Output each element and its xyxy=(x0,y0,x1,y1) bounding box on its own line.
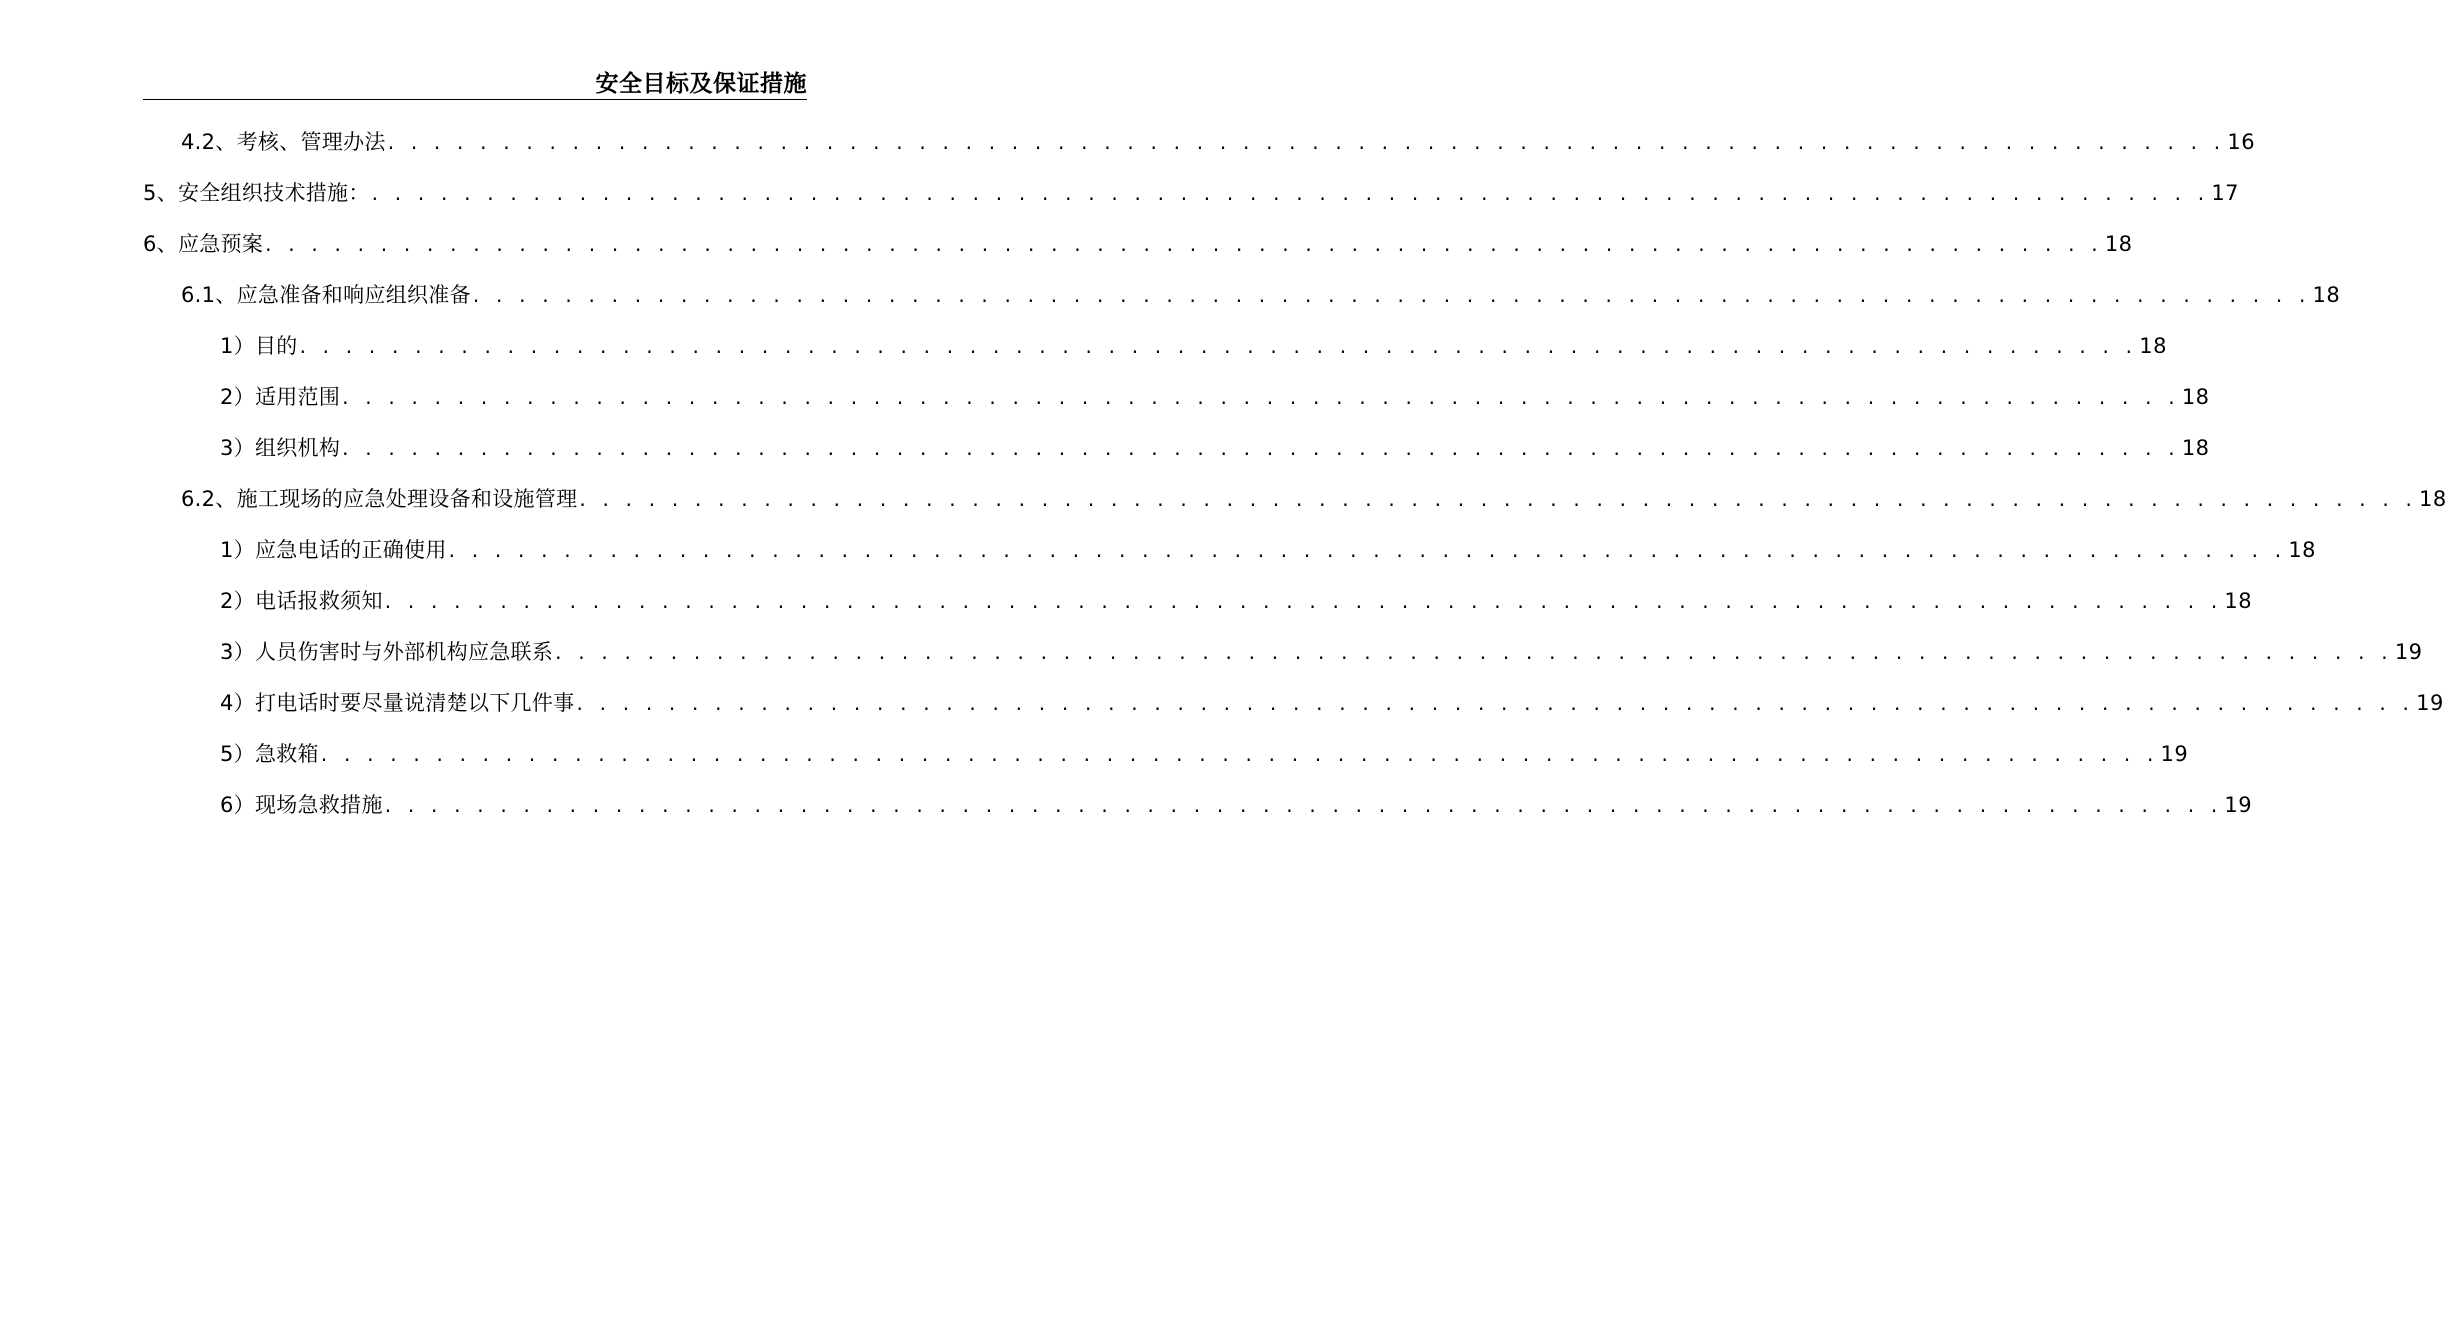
toc-dot-leader: . . . . . . . . . . . . . . . . . . . . . . . . . . . . . . . . . . . . . . . . . . . . . . . . . . . . . . . . . . . . . . . . . . . . . . . . . . . . . . . . xyxy=(299,334,2138,358)
toc-dot-leader: . . . . . . . . . . . . . . . . . . . . . . . . . . . . . . . . . . . . . . . . . . . . . . . . . . . . . . . . . . . . . . . . . . . . . . . . . . . . . . . . xyxy=(384,589,2223,613)
toc-entry-6-1-2[interactable] xyxy=(220,378,2210,412)
toc-dot-leader: . . . . . . . . . . . . . . . . . . . . . . . . . . . . . . . . . . . . . . . . . . . . . . . . . . . . . . . . . . . . . . . . . . . . . . . . . . . . . . . . xyxy=(576,691,2415,715)
toc-entry-label: 4）打电话时要尽量说清楚以下几件事 xyxy=(220,691,575,715)
toc-entry-label: 3）人员伤害时与外部机构应急联系 xyxy=(220,640,554,664)
toc-entry-6-1[interactable] xyxy=(181,276,2341,310)
toc-page-number: 18 xyxy=(2419,487,2447,511)
toc-page-number: 19 xyxy=(2416,691,2444,715)
toc-entry-label: 2）适用范围 xyxy=(220,385,341,409)
toc-entry-5[interactable] xyxy=(143,174,2240,208)
toc-page-number: 19 xyxy=(2160,742,2189,766)
toc-page-number: 19 xyxy=(2224,793,2253,817)
toc-dot-leader: . . . . . . . . . . . . . . . . . . . . . . . . . . . . . . . . . . . . . . . . . . . . . . . . . . . . . . . . . . . . . . . . . . . . . . . . . . . . . . . . xyxy=(342,436,2180,460)
toc-entry-label: 4.2、考核、管理办法 xyxy=(181,130,386,154)
toc-entry-label: 3）组织机构 xyxy=(220,436,341,460)
toc-dot-leader: . . . . . . . . . . . . . . . . . . . . . . . . . . . . . . . . . . . . . . . . . . . . . . . . . . . . . . . . . . . . . . . . . . . . . . . . . . . . . . . . xyxy=(342,385,2180,409)
toc-page-number: 16 xyxy=(2227,130,2256,154)
toc-dot-leader: . . . . . . . . . . . . . . . . . . . . . . . . . . . . . . . . . . . . . . . . . . . . . . . . . . . . . . . . . . . . . . . . . . . . . . . . . . . . . . . . xyxy=(320,742,2159,766)
toc-entry-label: 6.1、应急准备和响应组织准备 xyxy=(181,283,471,307)
toc-entry-6-1-3[interactable] xyxy=(220,429,2210,463)
toc-entry-6[interactable] xyxy=(143,225,2133,259)
toc-entry-label: 6）现场急救措施 xyxy=(220,793,383,817)
toc-entry-6-1-1[interactable] xyxy=(220,327,2167,361)
toc-entry-6-2-1[interactable] xyxy=(220,531,2317,565)
toc-dot-leader: . . . . . . . . . . . . . . . . . . . . . . . . . . . . . . . . . . . . . . . . . . . . . . . . . . . . . . . . . . . . . . . . . . . . . . . . . . . . . . . . xyxy=(555,640,2393,664)
toc-dot-leader: . . . . . . . . . . . . . . . . . . . . . . . . . . . . . . . . . . . . . . . . . . . . . . . . . . . . . . . . . . . . . . . . . . . . . . . . . . . . . . . . xyxy=(448,538,2287,562)
toc-page-number: 19 xyxy=(2394,640,2423,664)
toc-page-number: 18 xyxy=(2224,589,2253,613)
toc-dot-leader: . . . . . . . . . . . . . . . . . . . . . . . . . . . . . . . . . . . . . . . . . . . . . . . . . . . . . . . . . . . . . . . . . . . . . . . . . . . . . . . . xyxy=(472,283,2311,307)
toc-entry-4-2[interactable] xyxy=(181,123,2256,157)
toc-entry-label: 1）目的 xyxy=(220,334,298,358)
toc-dot-leader: . . . . . . . . . . . . . . . . . . . . . . . . . . . . . . . . . . . . . . . . . . . . . . . . . . . . . . . . . . . . . . . . . . . . . . . . . . . . . . . . xyxy=(265,232,2103,256)
toc-entry-label: 5、安全组织技术措施： xyxy=(143,181,370,205)
toc-entry-label: 6、应急预案 xyxy=(143,232,264,256)
toc-dot-leader: . . . . . . . . . . . . . . . . . . . . . . . . . . . . . . . . . . . . . . . . . . . . . . . . . . . . . . . . . . . . . . . . . . . . . . . . . . . . . . . . xyxy=(387,130,2226,154)
toc-page-number: 17 xyxy=(2211,181,2240,205)
toc-entry-6-2-4[interactable] xyxy=(220,684,2444,718)
toc-page-number: 18 xyxy=(2139,334,2167,358)
toc-page-number: 18 xyxy=(2104,232,2133,256)
toc-page-number: 18 xyxy=(2181,385,2210,409)
toc-dot-leader: . . . . . . . . . . . . . . . . . . . . . . . . . . . . . . . . . . . . . . . . . . . . . . . . . . . . . . . . . . . . . . . . . . . . . . . . . . . . . . . . xyxy=(371,181,2210,205)
toc-dot-leader: . . . . . . . . . . . . . . . . . . . . . . . . . . . . . . . . . . . . . . . . . . . . . . . . . . . . . . . . . . . . . . . . . . . . . . . . . . . . . . . . xyxy=(384,793,2223,817)
toc-page-number: 18 xyxy=(2288,538,2317,562)
toc-entry-6-2[interactable] xyxy=(181,480,2447,514)
toc-entry-6-2-5[interactable] xyxy=(220,735,2189,769)
toc-entry-label: 5）急救箱 xyxy=(220,742,319,766)
toc-page-number: 18 xyxy=(2181,436,2210,460)
toc-entry-label: 6.2、施工现场的应急处理设备和设施管理 xyxy=(181,487,578,511)
toc-entry-6-2-2[interactable] xyxy=(220,582,2253,616)
toc-entry-label: 1）应急电话的正确使用 xyxy=(220,538,447,562)
toc-dot-leader: . . . . . . . . . . . . . . . . . . . . . . . . . . . . . . . . . . . . . . . . . . . . . . . . . . . . . . . . . . . . . . . . . . . . . . . . . . . . . . . . xyxy=(579,487,2418,511)
page-header-title: 安全目标及保证措施 xyxy=(595,71,807,97)
toc-entry-6-2-6[interactable] xyxy=(220,786,2253,820)
toc-page-number: 18 xyxy=(2312,283,2341,307)
toc-entry-label: 2）电话报救须知 xyxy=(220,589,383,613)
toc-entry-6-2-3[interactable] xyxy=(220,633,2423,667)
